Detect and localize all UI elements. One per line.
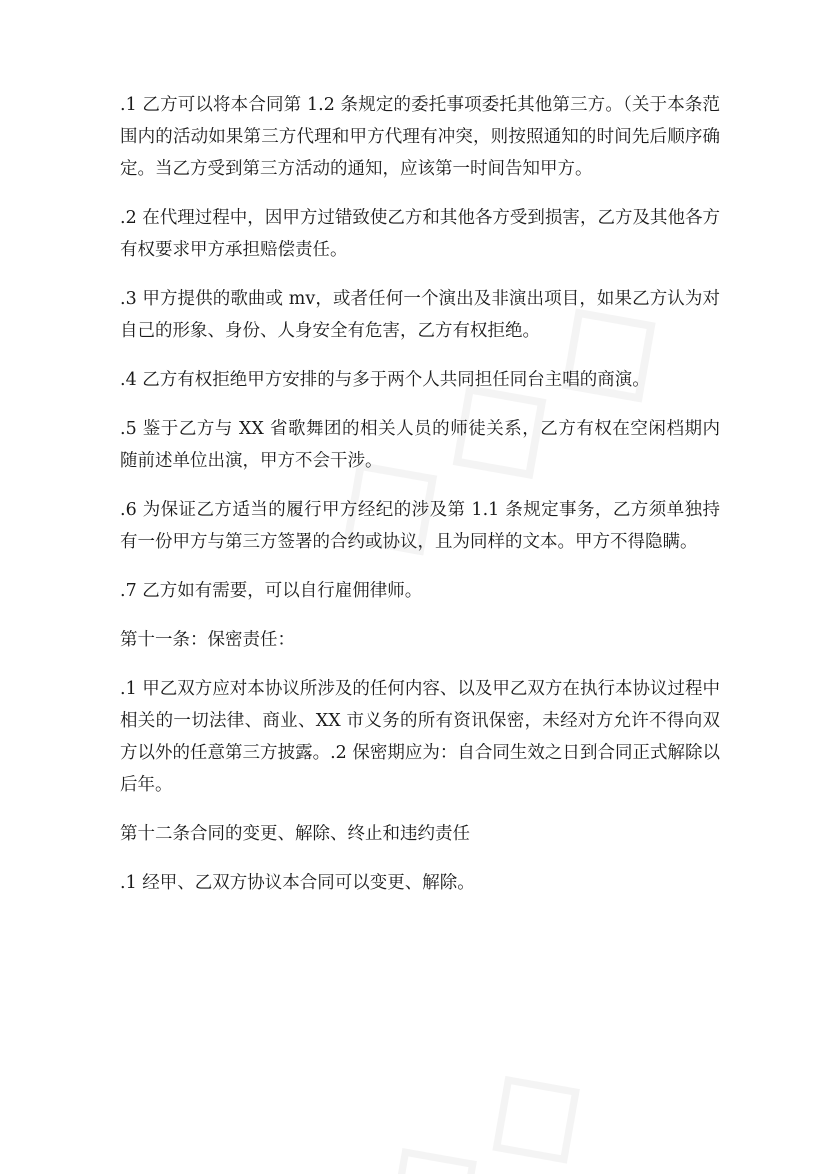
clause-paragraph: .4 乙方有权拒绝甲方安排的与多于两个人共同担任同台主唱的商演。	[120, 370, 650, 390]
clause-paragraph: .5 鉴于乙方与 XX 省歌舞团的相关人员的师徒关系，乙方有权在空闲档期内随前述单位出演，甲方不会干涉。	[120, 419, 720, 471]
section-heading: 第十二条合同的变更、解除、终止和违约责任	[120, 824, 470, 844]
document-body	[120, 89, 720, 916]
clause-paragraph: .2 在代理过程中，因甲方过错致使乙方和其他各方受到损害，乙方及其他各方有权要求甲方承担赔偿责任。	[120, 208, 720, 260]
watermark-logo-bottom	[336, 1003, 635, 1174]
clause-paragraph: .1 甲乙双方应对本协议所涉及的任何内容、以及甲乙双方在执行本协议过程中相关的一切法律、商业、XX 市义务的所有资讯保密，未经对方允许不得向双方以外的任意第三方披露。.2 保密期应为：自合同生效之日到合同正式解除以后年。	[120, 679, 720, 795]
section-heading: 第十一条：保密责任：	[120, 630, 295, 650]
clause-paragraph: .1 经甲、乙双方协议本合同可以变更、解除。	[120, 873, 475, 893]
clause-paragraph: .1 乙方可以将本合同第 1.2 条规定的委托事项委托其他第三方。（关于本条范围内的活动如果第三方代理和甲方代理有冲突，则按照通知的时间先后顺序确定。当乙方受到第三方活动的通知，应该第一时间告知甲方。	[120, 95, 720, 179]
clause-paragraph: .3 甲方提供的歌曲或 mv，或者任何一个演出及非演出项目，如果乙方认为对自己的形象、身份、人身安全有危害，乙方有权拒绝。	[120, 289, 720, 341]
clause-paragraph: .7 乙方如有需要，可以自行雇佣律师。	[120, 581, 423, 601]
clause-paragraph: .6 为保证乙方适当的履行甲方经纪的涉及第 1.1 条规定事务，乙方须单独持有一份甲方与第三方签署的合约或协议，且为同样的文本。甲方不得隐瞒。	[120, 500, 720, 552]
